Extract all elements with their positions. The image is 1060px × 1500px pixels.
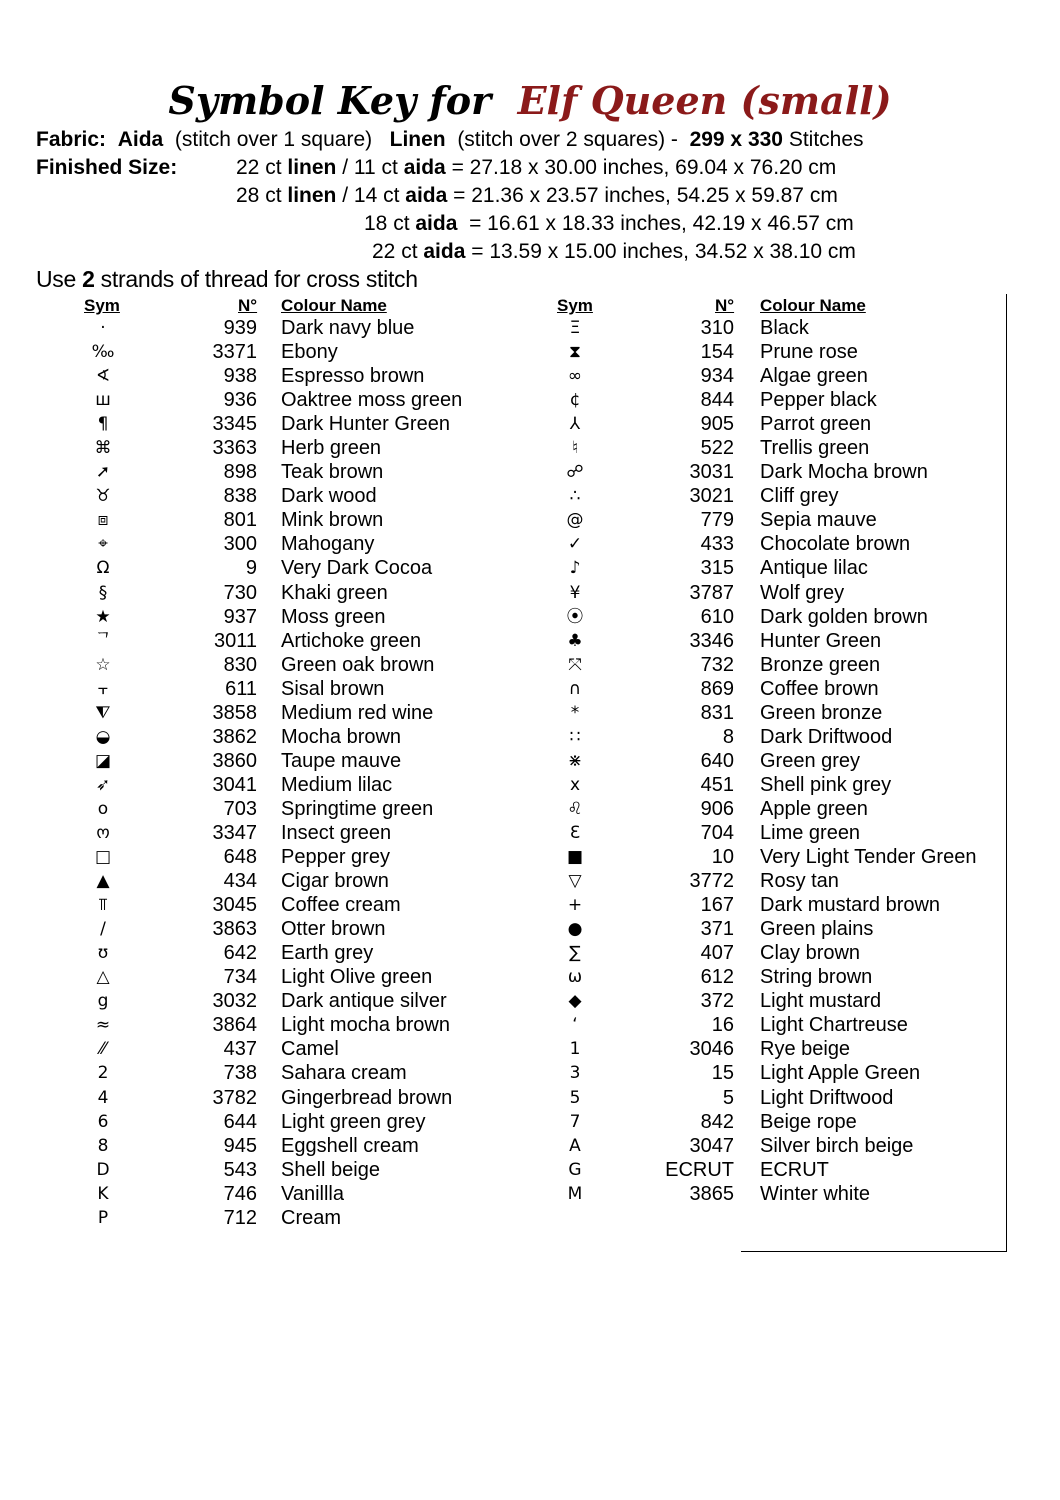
fabric-aida: Aida	[117, 128, 164, 151]
stitch-symbol: ·	[100, 318, 106, 338]
colour-name: Medium lilac	[281, 773, 393, 796]
colour-name: Light Olive green	[281, 966, 433, 989]
stitch-symbol: M	[567, 1183, 583, 1204]
page-title	[0, 76, 1060, 126]
thread-number: 3011	[213, 629, 257, 652]
colour-name: Winter white	[760, 1182, 871, 1205]
thread-number: 844	[700, 389, 734, 412]
colour-name: Very Dark Cocoa	[281, 557, 433, 580]
stitch-symbol: 3	[569, 1063, 581, 1084]
header-name-left: Colour Name	[281, 296, 387, 315]
colour-name: Clay brown	[760, 942, 861, 965]
table-bottom-border	[741, 1251, 1007, 1252]
thread-number: 3346	[689, 629, 734, 652]
stitch-symbol: +	[567, 895, 583, 916]
fabric-linen-desc: (stitch over 2 squares) -	[457, 128, 678, 151]
colour-name: Parrot green	[760, 413, 872, 436]
thread-number: 612	[700, 966, 734, 989]
header-name-right: Colour Name	[760, 296, 866, 315]
fabric-aida-desc: (stitch over 1 square)	[174, 128, 373, 151]
colour-name: Lime green	[760, 821, 861, 844]
colour-name: Cigar brown	[281, 870, 389, 893]
strands-note: Use 2 strands of thread for cross stitch	[36, 266, 418, 292]
stitch-symbol: G	[568, 1159, 582, 1180]
stitch-symbol: P	[97, 1207, 109, 1228]
colour-name: Green oak brown	[281, 653, 435, 676]
thread-number: 407	[700, 942, 734, 965]
thread-number: 167	[700, 894, 734, 917]
thread-number: 704	[700, 821, 734, 844]
colour-name: Cliff grey	[760, 485, 839, 508]
stitch-symbol: ⧈	[97, 510, 109, 531]
stitch-symbol: ➚	[95, 462, 111, 483]
stitch-symbol: ш	[95, 390, 111, 411]
stitch-symbol: ♪	[569, 558, 581, 579]
thread-number: 8	[722, 725, 734, 748]
stitch-symbol: /	[100, 919, 106, 940]
colour-name: Teak brown	[281, 461, 384, 484]
thread-number: 938	[223, 365, 257, 388]
colour-name: Antique lilac	[760, 557, 868, 580]
stitch-symbol: ʊ	[97, 943, 109, 964]
colour-name: Light Apple Green	[760, 1062, 921, 1085]
colour-name: Trellis green	[760, 437, 870, 460]
thread-number: 434	[223, 870, 257, 893]
stitch-symbol: g	[97, 991, 109, 1012]
thread-number: 610	[700, 605, 734, 628]
thread-number: 898	[223, 461, 257, 484]
finished-size-row: 22 ct aida = 13.59 x 15.00 inches, 34.52 x 38.10 cm	[372, 240, 856, 263]
thread-number: 10	[711, 846, 734, 869]
colour-name: Gingerbread brown	[281, 1086, 453, 1109]
stitch-symbol: ო	[96, 822, 110, 843]
thread-number: 3858	[212, 701, 257, 724]
colour-name: Coffee brown	[760, 677, 879, 700]
stitch-symbol: K	[97, 1183, 109, 1204]
stitch-symbol: o	[97, 798, 109, 819]
stitch-symbol: Ξ	[569, 318, 581, 338]
colour-name: Rosy tan	[760, 870, 839, 893]
colour-name: Cream	[281, 1206, 342, 1229]
stitch-symbol: ◒	[95, 726, 111, 747]
colour-name: Moss green	[281, 605, 386, 628]
thread-number: 939	[223, 317, 257, 339]
thread-number: 730	[223, 581, 257, 604]
colour-name: Dark Mocha brown	[760, 461, 928, 484]
colour-name: Artichoke green	[281, 629, 422, 652]
stitch-symbol: ■	[566, 847, 584, 868]
stitch-symbol: ¶	[97, 414, 109, 435]
thread-number: 779	[700, 509, 734, 532]
fabric-line	[36, 126, 864, 154]
thread-number: 3031	[689, 461, 734, 484]
stitch-symbol: ⁄⁄	[100, 1039, 106, 1060]
colour-name: Dark mustard brown	[760, 894, 941, 917]
stitch-symbol: ‰	[91, 342, 115, 363]
colour-name: Sisal brown	[281, 677, 385, 700]
colour-name: Green grey	[760, 749, 861, 772]
colour-name: Apple green	[760, 797, 868, 820]
colour-name: Beige rope	[760, 1110, 857, 1133]
thread-number: 9	[245, 557, 257, 580]
header-num-right: N°	[715, 296, 735, 315]
stitch-symbol: ᄀ	[94, 630, 112, 651]
stitch-symbol: 1	[569, 1039, 581, 1060]
stitch-symbol: 5	[569, 1087, 581, 1108]
stitch-symbol: △	[96, 967, 110, 988]
stitch-symbol: ⫟	[97, 678, 109, 699]
thread-number: 3032	[212, 990, 257, 1013]
stitch-symbol: ✓	[567, 534, 583, 555]
stitch-count: 299 x 330	[689, 128, 783, 151]
colour-name: Coffee cream	[281, 894, 401, 917]
thread-number: 644	[223, 1110, 257, 1133]
thread-number: 906	[700, 797, 734, 820]
stitch-symbol: 4	[97, 1087, 109, 1108]
colour-name: Dark golden brown	[760, 605, 928, 628]
stitch-symbol: ➶	[95, 774, 111, 795]
stitch-symbol: □	[94, 847, 112, 868]
stitch-symbol: x	[569, 774, 581, 795]
stitch-symbol: ∑	[569, 943, 581, 964]
colour-name: Sahara cream	[281, 1062, 407, 1085]
thread-number: 869	[700, 677, 734, 700]
stitch-symbol: ∞	[567, 366, 583, 387]
thread-number: 3865	[689, 1182, 734, 1205]
colour-name: Dark antique silver	[281, 990, 447, 1013]
thread-number: 738	[223, 1062, 257, 1085]
stitch-symbol: ◪	[94, 750, 112, 771]
finished-size-row: 28 ct linen / 14 ct aida = 21.36 x 23.57 inches, 54.25 x 59.87 cm	[236, 184, 838, 207]
stitch-symbol: §	[98, 582, 108, 603]
thread-number: ECRUT	[665, 1158, 734, 1181]
stitch-symbol: ♣	[567, 630, 583, 651]
colour-name: Vanillla	[281, 1182, 344, 1205]
thread-number: 3862	[212, 725, 257, 748]
thread-number: 611	[225, 677, 257, 700]
colour-name: Shell beige	[281, 1158, 380, 1181]
stitch-symbol: ♮	[571, 438, 579, 459]
stitch-symbol: 8	[97, 1135, 109, 1156]
colour-name: Mink brown	[281, 509, 384, 532]
thread-number: 310	[700, 317, 734, 339]
thread-number: 3782	[212, 1086, 257, 1109]
thread-number: 937	[223, 605, 257, 628]
thread-number: 3371	[212, 341, 257, 364]
header-sym-right: Sym	[557, 296, 593, 315]
stitches-label: Stitches	[788, 128, 864, 151]
thread-number: 522	[700, 437, 734, 460]
stitch-symbol: ¢	[569, 390, 581, 411]
thread-number: 451	[700, 773, 734, 796]
colour-name: Dark wood	[281, 485, 377, 508]
thread-number: 300	[223, 533, 257, 556]
colour-name: Wolf grey	[760, 581, 845, 604]
colour-name: String brown	[760, 966, 873, 989]
colour-name: Dark Hunter Green	[281, 413, 450, 436]
thread-number: 433	[700, 533, 734, 556]
thread-number: 543	[223, 1158, 257, 1181]
colour-name: Light green grey	[281, 1110, 426, 1133]
thread-number: 801	[223, 509, 257, 532]
colour-name: Hunter Green	[760, 629, 882, 652]
thread-number: 3864	[212, 1014, 257, 1037]
colour-name: ECRUT	[760, 1158, 829, 1181]
stitch-symbol: A	[569, 1135, 581, 1156]
thread-number: 936	[223, 389, 257, 412]
thread-number: 831	[700, 701, 734, 724]
colour-name: Earth grey	[281, 942, 374, 965]
stitch-symbol: 6	[97, 1111, 109, 1132]
colour-name: Prune rose	[760, 341, 858, 364]
colour-name: Dark navy blue	[281, 317, 415, 339]
stitch-symbol: ◆	[568, 991, 582, 1012]
stitch-symbol: ¥	[569, 582, 581, 603]
table-right-border	[1006, 294, 1007, 1252]
colour-name: Oaktree moss green	[281, 389, 463, 412]
stitch-symbol: D	[96, 1159, 110, 1180]
colour-name: Dark Driftwood	[760, 725, 893, 748]
colour-name: Light mocha brown	[281, 1014, 450, 1037]
thread-number: 5	[722, 1086, 734, 1109]
thread-number: 437	[223, 1038, 257, 1061]
header-sym-left: Sym	[84, 296, 120, 315]
colour-name: Green bronze	[760, 701, 883, 724]
thread-number: 712	[223, 1206, 257, 1229]
title-prefix: Symbol Key for	[168, 78, 492, 123]
stitch-symbol: ⌘	[94, 438, 112, 459]
colour-name: Bronze green	[760, 653, 881, 676]
colour-name: Springtime green	[281, 797, 434, 820]
stitch-symbol: ∷	[569, 726, 581, 747]
stitch-symbol: ∴	[569, 486, 581, 507]
colour-name: Black	[760, 317, 809, 339]
finished-size-label: Finished Size:	[36, 156, 178, 179]
stitch-symbol: ⧗	[569, 342, 581, 363]
thread-number: 945	[223, 1134, 257, 1157]
colour-name: Very Light Tender Green	[760, 846, 977, 869]
thread-number: 703	[223, 797, 257, 820]
thread-number: 746	[223, 1182, 257, 1205]
thread-number: 3860	[212, 749, 257, 772]
colour-name: Silver birch beige	[760, 1134, 914, 1157]
thread-number: 3772	[689, 870, 734, 893]
header-num-left: N°	[238, 296, 258, 315]
colour-name: Eggshell cream	[281, 1134, 419, 1157]
colour-name: Ebony	[281, 341, 338, 364]
stitch-symbol: Ω	[96, 558, 110, 579]
colour-name: Espresso brown	[281, 365, 425, 388]
stitch-symbol: ♉	[95, 486, 111, 507]
thread-number: 3347	[212, 821, 257, 844]
stitch-symbol: ⫪	[98, 895, 108, 916]
thread-number: 732	[700, 653, 734, 676]
thread-number: 3047	[689, 1134, 734, 1157]
thread-number: 905	[700, 413, 734, 436]
colour-name: Light Driftwood	[760, 1086, 894, 1109]
colour-name: Medium red wine	[281, 701, 434, 724]
thread-number: 838	[223, 485, 257, 508]
stitch-symbol: ∢	[95, 366, 111, 387]
colour-name: Pepper black	[760, 389, 877, 412]
stitch-symbol: ☆	[95, 654, 111, 675]
colour-name: Chocolate brown	[760, 533, 911, 556]
finished-size-row: 22 ct linen / 11 ct aida = 27.18 x 30.00 inches, 69.04 x 76.20 cm	[236, 156, 837, 179]
colour-name: Light Chartreuse	[760, 1014, 908, 1037]
stitch-symbol: ⦿	[566, 606, 584, 627]
stitch-symbol: ▲	[96, 871, 110, 892]
fabric-linen: Linen	[389, 128, 446, 151]
stitch-symbol: ⋇	[567, 750, 583, 771]
thread-number: 3041	[212, 773, 257, 796]
stitch-symbol: ω	[567, 967, 583, 988]
colour-name: Otter brown	[281, 918, 386, 941]
thread-number: 648	[223, 846, 257, 869]
stitch-symbol: ▽	[568, 871, 582, 892]
thread-number: 3345	[212, 413, 257, 436]
thread-number: 3021	[689, 485, 734, 508]
stitch-symbol: 2	[97, 1063, 109, 1084]
colour-name: Mocha brown	[281, 725, 402, 748]
colour-name: Rye beige	[760, 1038, 851, 1061]
stitch-symbol: ∩	[568, 678, 582, 699]
thread-number: 642	[223, 942, 257, 965]
title-pattern-name: Elf Queen (small)	[517, 78, 892, 123]
thread-number: 154	[700, 341, 734, 364]
thread-number: 830	[223, 653, 257, 676]
thread-number: 3787	[689, 581, 734, 604]
colour-name: Algae green	[760, 365, 868, 388]
colour-name: Light mustard	[760, 990, 882, 1013]
stitch-symbol: ★	[95, 606, 111, 627]
colour-name: Camel	[281, 1038, 339, 1061]
thread-number: 734	[223, 966, 257, 989]
colour-name: Pepper grey	[281, 846, 390, 869]
stitch-symbol: ⅄	[569, 414, 581, 435]
thread-number: 3363	[212, 437, 257, 460]
stitch-symbol: ⌖	[98, 534, 108, 555]
thread-number: 640	[700, 749, 734, 772]
thread-number: 3046	[689, 1038, 734, 1061]
colour-name: Herb green	[281, 437, 382, 460]
stitch-symbol: Ɛ	[569, 822, 581, 843]
stitch-symbol: ☍	[566, 462, 584, 483]
stitch-symbol: *	[570, 702, 580, 723]
thread-number: 3863	[212, 918, 257, 941]
thread-number: 3045	[212, 894, 257, 917]
stitch-symbol: 7	[569, 1111, 581, 1132]
colour-name: Green plains	[760, 918, 874, 941]
stitch-symbol: ʻ	[572, 1015, 578, 1036]
thread-number: 934	[700, 365, 734, 388]
stitch-symbol: ⤧	[568, 654, 582, 675]
thread-number: 842	[700, 1110, 734, 1133]
colour-name: Shell pink grey	[760, 773, 892, 796]
colour-name: Insect green	[281, 821, 392, 844]
thread-number: 15	[711, 1062, 734, 1085]
stitch-symbol: ♌	[567, 798, 583, 819]
colour-name: Khaki green	[281, 581, 388, 604]
stitch-symbol: ⧨	[95, 702, 111, 723]
stitch-symbol: @	[566, 510, 584, 531]
colour-name: Taupe mauve	[281, 749, 402, 772]
thread-number: 371	[700, 918, 734, 941]
finished-size-row: 18 ct aida = 16.61 x 18.33 inches, 42.19 x 46.57 cm	[364, 212, 854, 235]
thread-number: 372	[700, 990, 734, 1013]
thread-number: 16	[711, 1014, 734, 1037]
colour-name: Mahogany	[281, 533, 375, 556]
stitch-symbol: ≈	[95, 1015, 111, 1036]
thread-number: 315	[700, 557, 734, 580]
fabric-label: Fabric:	[36, 128, 107, 151]
colour-name: Sepia mauve	[760, 509, 877, 532]
stitch-symbol: ●	[567, 919, 583, 940]
